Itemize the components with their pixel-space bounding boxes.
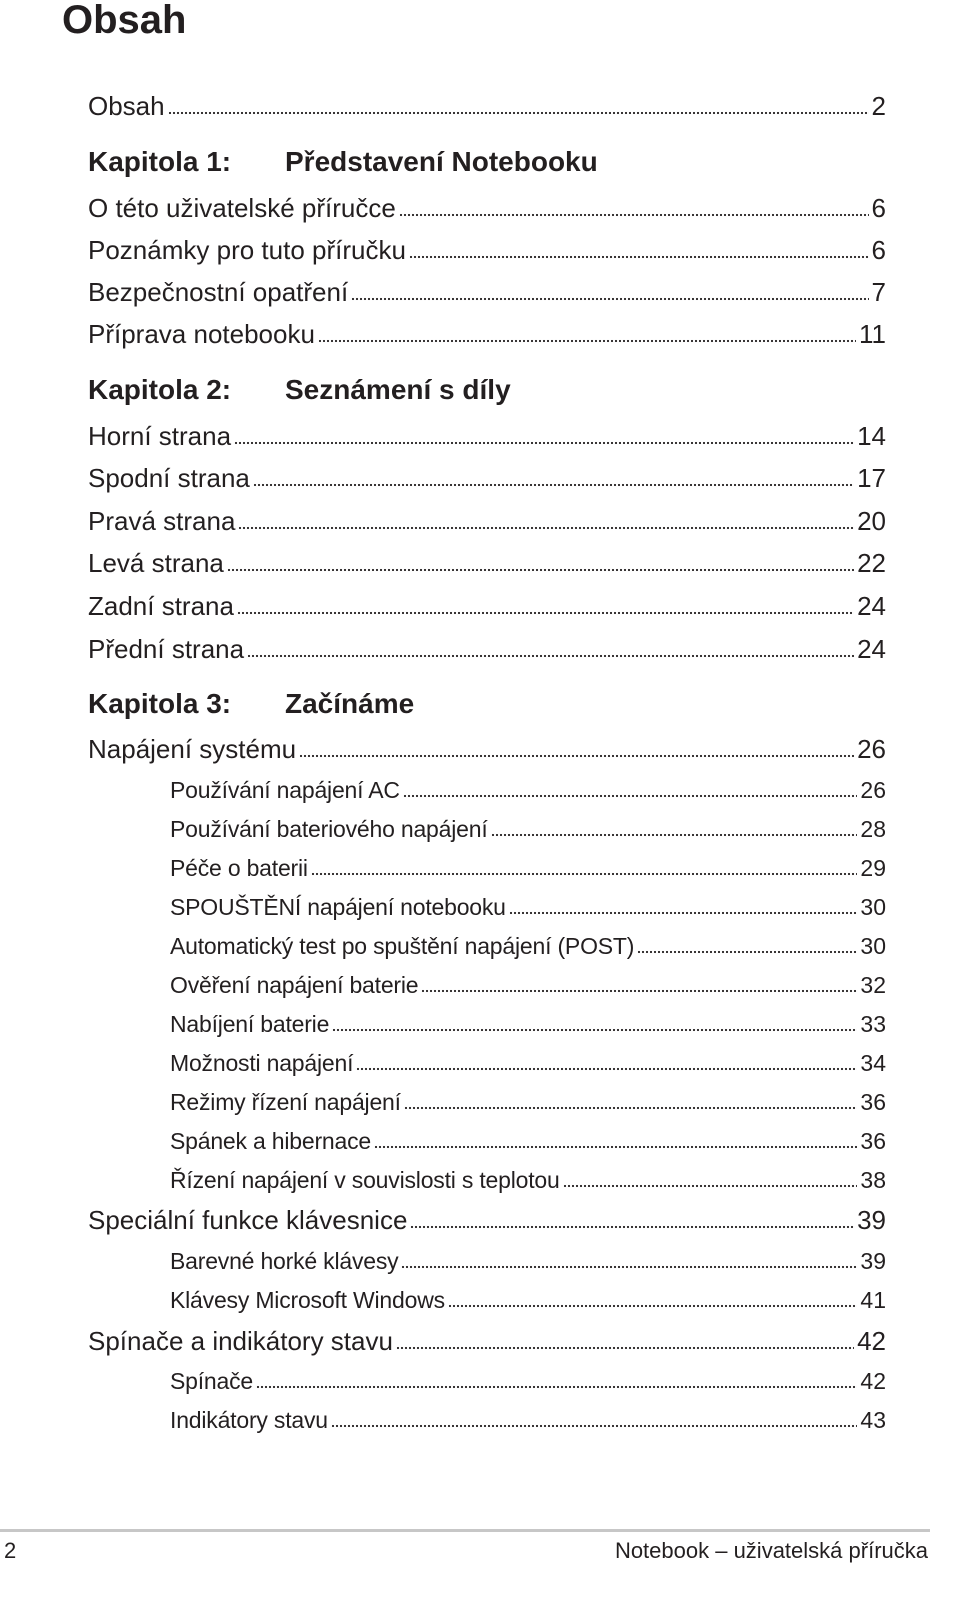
toc-entry-page: 30 <box>860 894 886 920</box>
toc-entry[interactable] <box>88 504 886 538</box>
dot-leader <box>401 1265 857 1269</box>
toc-entry-page: 42 <box>857 1326 886 1356</box>
toc-entry[interactable] <box>88 1324 886 1358</box>
toc-entry[interactable] <box>88 89 886 123</box>
toc-entry-page: 11 <box>859 319 886 349</box>
toc-entry-page: 42 <box>860 1368 886 1394</box>
dot-leader <box>311 872 858 876</box>
toc-entry-label: Bezpečnostní opatření <box>88 277 349 307</box>
toc-entry[interactable] <box>88 317 886 351</box>
toc-entry-label: Řízení napájení v souvislosti s teplotou <box>170 1167 560 1193</box>
toc-entry[interactable] <box>88 233 886 267</box>
toc-subentry[interactable] <box>88 1087 886 1117</box>
toc-subentry[interactable] <box>88 1246 886 1276</box>
dot-leader <box>247 654 854 658</box>
toc-entry-page: 26 <box>860 777 886 803</box>
toc-entry-label: Spínače a indikátory stavu <box>88 1326 393 1356</box>
footer-book-title: Notebook – uživatelská příručka <box>614 1538 928 1563</box>
dot-leader <box>491 833 858 837</box>
toc-entry[interactable] <box>88 589 886 623</box>
toc-entry-page: 6 <box>871 235 886 265</box>
chapter-number: Kapitola 2: <box>88 374 232 405</box>
toc-subentry[interactable] <box>88 853 886 883</box>
toc-entry-page: 36 <box>860 1089 886 1115</box>
toc-subentry[interactable] <box>88 775 886 805</box>
toc-entry[interactable] <box>88 546 886 580</box>
toc-entry-label: Péče o baterii <box>170 855 308 881</box>
toc-subentry[interactable] <box>88 814 886 844</box>
toc-entry-label: Napájení systému <box>88 734 297 764</box>
toc-entry-page: 39 <box>857 1205 886 1235</box>
toc-subentry[interactable] <box>88 1126 886 1156</box>
toc-entry-page: 14 <box>857 421 886 451</box>
dot-leader <box>227 568 854 572</box>
toc-entry-label: Používání bateriového napájení <box>170 816 488 842</box>
toc-entry-label: Ověření napájení baterie <box>170 972 419 998</box>
toc-entry-label: Zadní strana <box>88 591 234 621</box>
toc-entry-label: Indikátory stavu <box>170 1407 328 1433</box>
toc-entry-label: Používání napájení AC <box>170 777 400 803</box>
dot-leader <box>404 1106 858 1110</box>
toc-subentry[interactable] <box>88 1285 886 1315</box>
toc-entry-page: 26 <box>857 734 886 764</box>
toc-entry-page: 34 <box>860 1050 886 1076</box>
toc-entry-label: Pravá strana <box>88 506 236 536</box>
footer-page-number: 2 <box>4 1538 17 1563</box>
toc-entry-label: Spodní strana <box>88 463 250 493</box>
toc-entry-page: 33 <box>860 1011 886 1037</box>
chapter-title: Seznámení s díly <box>285 374 511 405</box>
toc-entry-page: 2 <box>871 91 886 121</box>
toc-entry-page: 38 <box>860 1167 886 1193</box>
toc-entry-page: 39 <box>860 1248 886 1274</box>
dot-leader <box>356 1067 857 1071</box>
dot-leader <box>332 1028 857 1032</box>
toc-entry-label: O této uživatelské příručce <box>88 193 396 223</box>
toc-subentry[interactable] <box>88 1405 886 1435</box>
toc-entry[interactable] <box>88 275 886 309</box>
chapter-heading-2 <box>88 370 886 410</box>
dot-leader <box>168 111 869 115</box>
toc-entry-page: 41 <box>860 1287 886 1313</box>
toc-entry-label: Barevné horké klávesy <box>170 1248 399 1274</box>
chapter-title: Představení Notebooku <box>285 146 598 177</box>
toc-entry-page: 30 <box>860 933 886 959</box>
dot-leader <box>374 1145 857 1149</box>
toc-entry-label: Spínače <box>170 1368 253 1394</box>
dot-leader <box>237 611 854 615</box>
dot-leader <box>403 794 858 798</box>
toc-entry-label: Horní strana <box>88 421 232 451</box>
dot-leader <box>637 950 857 954</box>
dot-leader <box>409 255 869 259</box>
toc-entry-label: Spánek a hibernace <box>170 1128 371 1154</box>
toc-subentry[interactable] <box>88 931 886 961</box>
chapter-heading-3 <box>88 684 886 724</box>
toc-subentry[interactable] <box>88 970 886 1000</box>
toc-entry-label: Automatický test po spuštění napájení (POST) <box>170 933 635 959</box>
dot-leader <box>448 1304 857 1308</box>
toc-entry-label: Poznámky pro tuto příručku <box>88 235 406 265</box>
toc-entry-label: SPOUŠTĚNÍ napájení notebooku <box>170 894 506 920</box>
toc-entry[interactable] <box>88 461 886 495</box>
page-title: Obsah <box>62 0 187 42</box>
toc-entry-label: Speciální funkce klávesnice <box>88 1205 408 1235</box>
toc-entry-page: 24 <box>857 634 886 664</box>
toc-entry[interactable] <box>88 191 886 225</box>
footer-divider <box>0 1529 930 1532</box>
dot-leader <box>331 1424 858 1428</box>
chapter-number: Kapitola 1: <box>88 146 232 177</box>
toc-entry-page: 32 <box>860 972 886 998</box>
dot-leader <box>563 1184 858 1188</box>
toc-entry-page: 43 <box>860 1407 886 1433</box>
toc-entry-label: Obsah <box>88 91 165 121</box>
toc-subentry[interactable] <box>88 1165 886 1195</box>
chapter-number: Kapitola 3: <box>88 688 232 719</box>
toc-entry-label: Klávesy Microsoft Windows <box>170 1287 445 1313</box>
table-of-contents <box>88 0 886 1480</box>
dot-leader <box>399 213 869 217</box>
dot-leader <box>234 441 854 445</box>
toc-entry[interactable] <box>88 419 886 453</box>
toc-subentry[interactable] <box>88 892 886 922</box>
dot-leader <box>299 754 854 758</box>
toc-entry-page: 20 <box>857 506 886 536</box>
dot-leader <box>421 989 857 993</box>
toc-entry-page: 22 <box>857 548 886 578</box>
toc-entry-page: 7 <box>871 277 886 307</box>
chapter-title: Začínáme <box>285 688 415 719</box>
toc-entry-label: Levá strana <box>88 548 224 578</box>
toc-entry[interactable] <box>88 732 886 766</box>
dot-leader <box>238 526 854 530</box>
dot-leader <box>318 339 856 343</box>
toc-entry-page: 29 <box>860 855 886 881</box>
toc-entry-page: 6 <box>871 193 886 223</box>
toc-entry-label: Režimy řízení napájení <box>170 1089 401 1115</box>
toc-subentry[interactable] <box>88 1009 886 1039</box>
dot-leader <box>351 297 868 301</box>
toc-entry-label: Příprava notebooku <box>88 319 315 349</box>
toc-entry-page: 28 <box>860 816 886 842</box>
toc-entry-label: Přední strana <box>88 634 245 664</box>
dot-leader <box>396 1346 854 1350</box>
toc-entry[interactable] <box>88 1203 886 1237</box>
toc-subentry[interactable] <box>88 1048 886 1078</box>
toc-entry-page: 36 <box>860 1128 886 1154</box>
toc-subentry[interactable] <box>88 1366 886 1396</box>
toc-entry-page: 24 <box>857 591 886 621</box>
toc-entry-label: Možnosti napájení <box>170 1050 354 1076</box>
dot-leader <box>253 483 854 487</box>
toc-entry-page: 17 <box>857 463 886 493</box>
dot-leader <box>410 1225 854 1229</box>
toc-entry-label: Nabíjení baterie <box>170 1011 330 1037</box>
dot-leader <box>256 1385 857 1389</box>
chapter-heading-1 <box>88 142 886 182</box>
dot-leader <box>509 911 858 915</box>
toc-entry[interactable] <box>88 632 886 666</box>
